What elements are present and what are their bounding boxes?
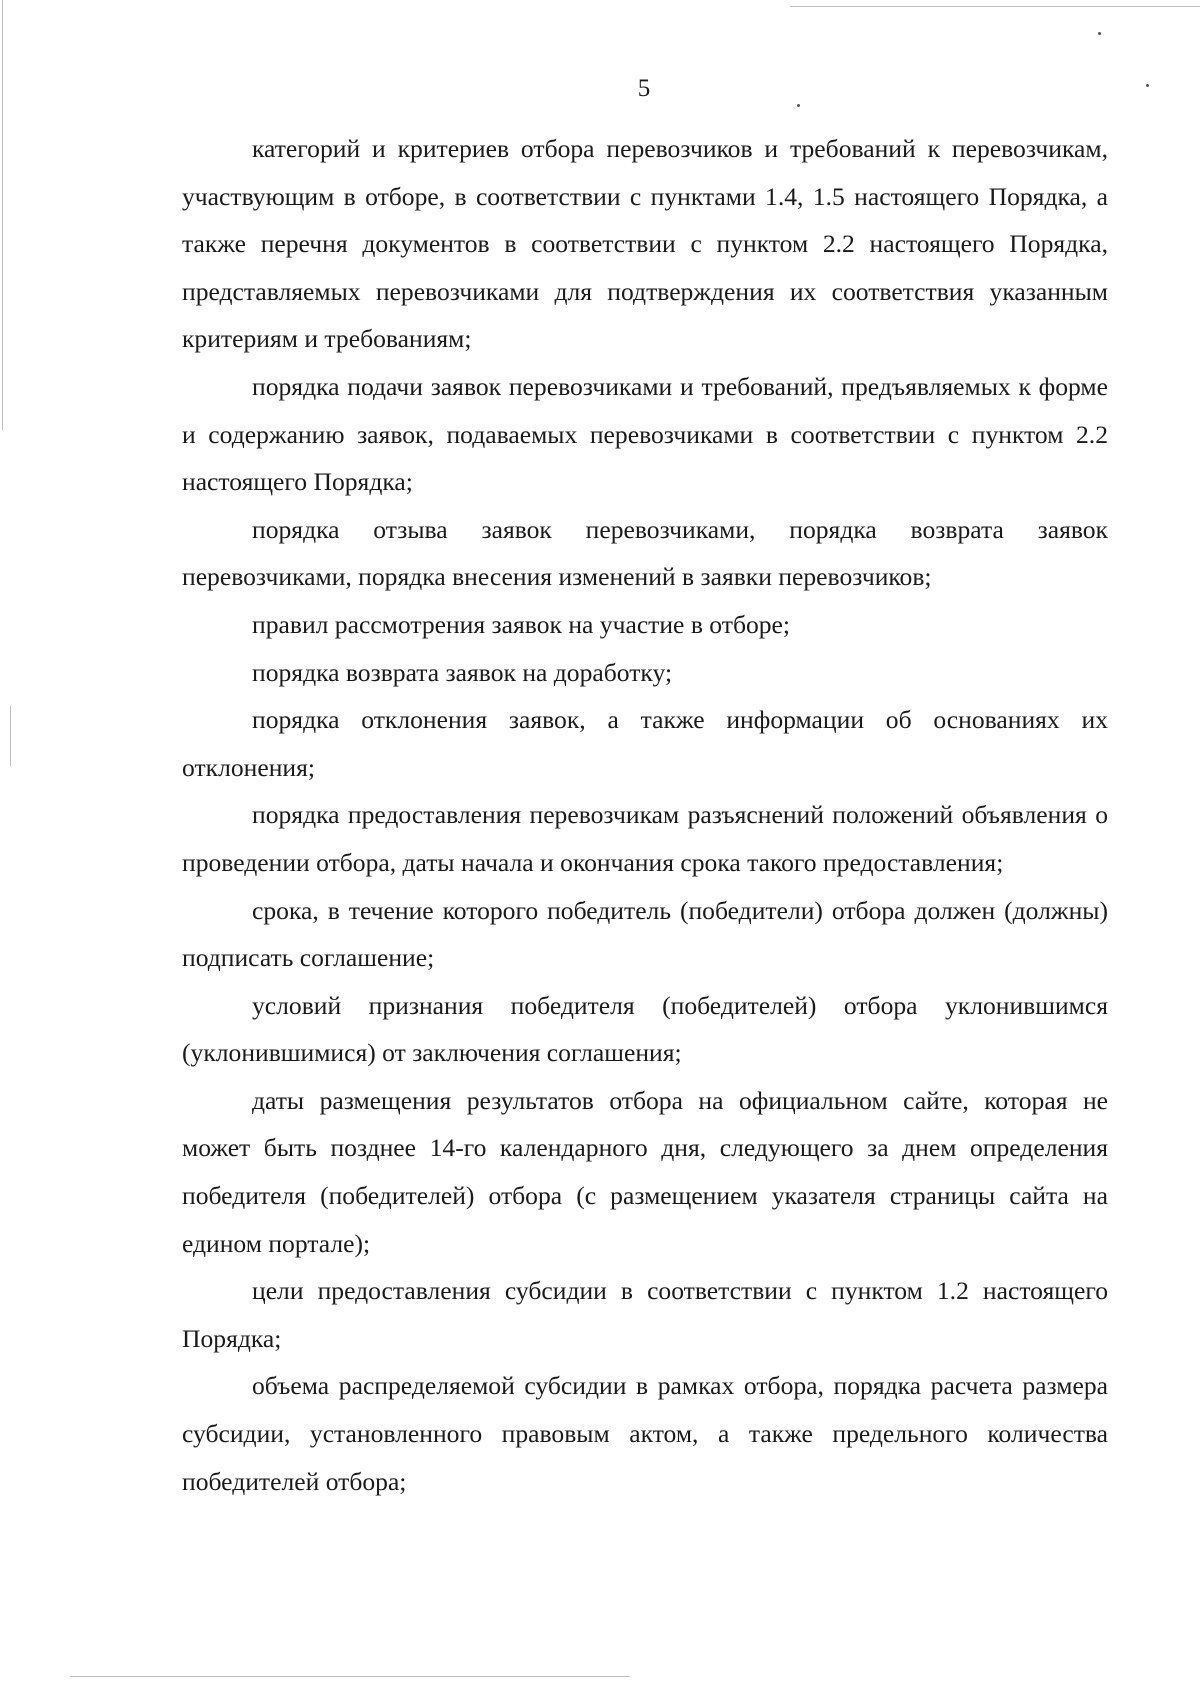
page-number: 5 <box>637 75 651 102</box>
scan-edge-left <box>2 0 3 430</box>
paragraph: цели предоставления субсидии в соответствии с пунктом 1.2 настоящего Порядка; <box>182 1276 1108 1353</box>
paragraph: объема распределяемой субсидии в рамках отбора, порядка расчета размера субсидии, установленного правовым актом, а также предельного количества победителей отбора; <box>182 1371 1108 1496</box>
paragraph: срока, в течение которого победитель (победители) отбора должен (должны) подписать соглашение; <box>182 895 1108 973</box>
paragraph: категорий и критериев отбора перевозчиков и требований к перевозчикам, участвующим в отборе, в соответствии с пунктами 1.4, 1.5 настоящего Порядка, а также перечня документов в соответствии с пунктом 2.2 настоящего Порядка, представляемых перевозчиками для подтверждения их соответствия указанным критериям и требованиям; <box>182 134 1108 354</box>
paragraph: правил рассмотрения заявок на участие в отборе; <box>252 609 791 639</box>
paragraph: даты размещения результатов отбора на официальном сайте, которая не может быть позднее 14-го календарного дня, следующего за днем определения победителя (победителей) отбора (с размещением указателя страницы сайта на едином портале); <box>182 1085 1108 1258</box>
paragraph: порядка отклонения заявок, а также информации об основаниях их отклонения; <box>182 705 1108 782</box>
scan-edge-left-lower <box>10 706 11 766</box>
paragraph: порядка возврата заявок на доработку; <box>252 657 673 687</box>
paragraph: порядка подачи заявок перевозчиками и требований, предъявляемых к форме и содержанию заявок, подаваемых перевозчиками в соответствии с пунктом 2.2 настоящего Порядка; <box>182 371 1108 497</box>
paragraph: порядка отзыва заявок перевозчиками, порядка возврата заявок перевозчиками, порядка внесения изменений в заявки перевозчиков; <box>182 514 1108 592</box>
paragraph: условий признания победителя (победителей) отбора уклонившимся (уклонившимися) от заключения соглашения; <box>182 990 1108 1068</box>
body-text <box>182 125 1108 1505</box>
scan-speck <box>797 104 800 107</box>
scan-speck <box>1098 32 1101 35</box>
paragraph: порядка предоставления перевозчикам разъяснений положений объявления о проведении отбора, даты начала и окончания срока такого предоставления; <box>182 800 1108 877</box>
scan-edge-top <box>790 6 1200 7</box>
scan-edge-bottom <box>70 1676 630 1677</box>
